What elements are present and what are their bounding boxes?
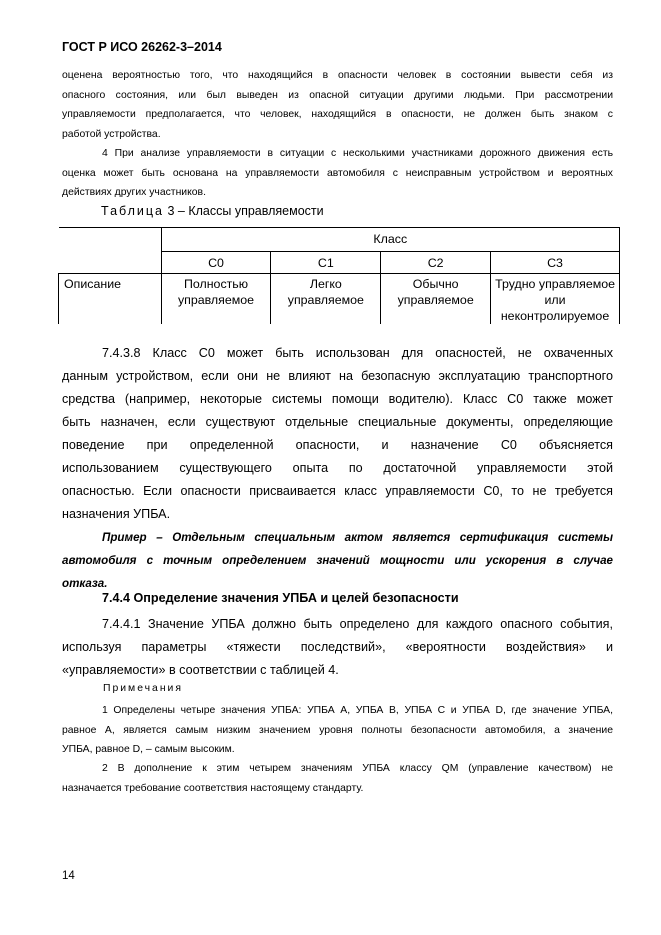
clause-7-4-3-8 [62, 342, 613, 526]
notes-title: Примечания [103, 683, 183, 694]
column-header: C0 [161, 252, 271, 274]
column-header: C3 [491, 252, 620, 274]
text-line: назначения УПБА. [62, 507, 171, 521]
text-line: данным устройством, если они не влияют на безопасную эксплуатацию транспортного [62, 369, 613, 383]
text-line: 7.4.4.1 Значение УПБА должно быть определено для каждого опасного события, [102, 617, 613, 631]
text-line: поведение при определенной опасности, и назначение С0 объясняется [62, 438, 613, 452]
text-line: работой устройства. [62, 128, 161, 140]
text-line: 7.4.3.8 Класс С0 может быть использован для опасностей, не охваченных [102, 346, 613, 360]
controllability-table [58, 227, 620, 324]
text-line: опасного состояния, или был выведен из опасной ситуации другими людьми. При рассмотрении [62, 89, 613, 101]
section-heading: 7.4.4 Определение значения УПБА и целей безопасности [102, 591, 459, 605]
table-corner-cell [59, 228, 162, 274]
example-paragraph [62, 526, 613, 595]
text-line: использованием существующего опыта по достаточной управляемости этой [62, 461, 613, 475]
table-cell: Полностью управляемое [161, 274, 271, 325]
table-cell: Трудно управляемое или неконтролируемое [491, 274, 620, 325]
text-line: автомобиля с точным определением значений мощности или ускорения в случае [62, 554, 613, 567]
table-cell: Легко управляемое [271, 274, 381, 325]
text-line: 1 Определены четыре значения УПБА: УПБА А, УПБА В, УПБА С и УПБА D, где значение УПБА, [102, 705, 613, 716]
text-line: «управляемости» в соответствии с таблицей 4. [62, 663, 339, 677]
text-line: назначается требование соответствия настоящему стандарту. [62, 782, 364, 794]
row-label: Описание [59, 274, 162, 325]
text-line: Пример – Отдельным специальным актом является сертификация системы [102, 531, 613, 544]
table-caption [101, 204, 324, 218]
text-line: отказа. [62, 577, 108, 590]
table-caption-title: 3 – Классы управляемости [164, 204, 324, 218]
text-line: быть назначен, если существуют отдельные специальные документы, определяющие [62, 415, 613, 429]
text-line: 2 В дополнение к этим четырем значениям УПБА классу QM (управление качеством) не [102, 763, 613, 774]
table-cell: Обычно управляемое [381, 274, 491, 325]
text-line: действиях других участников. [62, 187, 206, 198]
text-line: равное А, является самым низким значением уровня полноты безопасности автомобиля, а значение [62, 724, 613, 736]
column-header: C1 [271, 252, 381, 274]
note-2 [62, 759, 613, 798]
class-header: Класс [161, 228, 619, 252]
note-1 [62, 701, 613, 760]
text-line: оценка может быть основана на управляемости автомобиля с неисправным устройством и вероятных [62, 167, 613, 179]
table-caption-label: Таблица [101, 204, 165, 218]
note-4 [62, 144, 613, 203]
text-line: 4 При анализе управляемости в ситуации с несколькими участниками дорожного движения есть [102, 148, 613, 159]
continuation-paragraph [62, 66, 613, 144]
column-header: C2 [381, 252, 491, 274]
text-line: УПБА, равное D, – самым высоким. [62, 744, 235, 755]
text-line: опасностью. Если опасности присваивается класс управляемости С0, то не требуется [62, 484, 613, 498]
page-number: 14 [62, 870, 75, 882]
document-header: ГОСТ Р ИСО 26262-3–2014 [62, 40, 222, 54]
clause-7-4-4-1 [62, 613, 613, 682]
text-line: используя параметры «тяжести последствий», «вероятности воздействия» и [62, 640, 613, 654]
text-line: средства (например, некоторые системы помощи водителю). Класс С0 также может [62, 392, 613, 406]
text-line: оценена вероятностью того, что находящийся в опасности человек в состоянии вывести себя из [62, 70, 613, 81]
text-line: управляемости предполагается, что человек, находящийся в опасности, не должен быть знаком с [62, 109, 613, 120]
